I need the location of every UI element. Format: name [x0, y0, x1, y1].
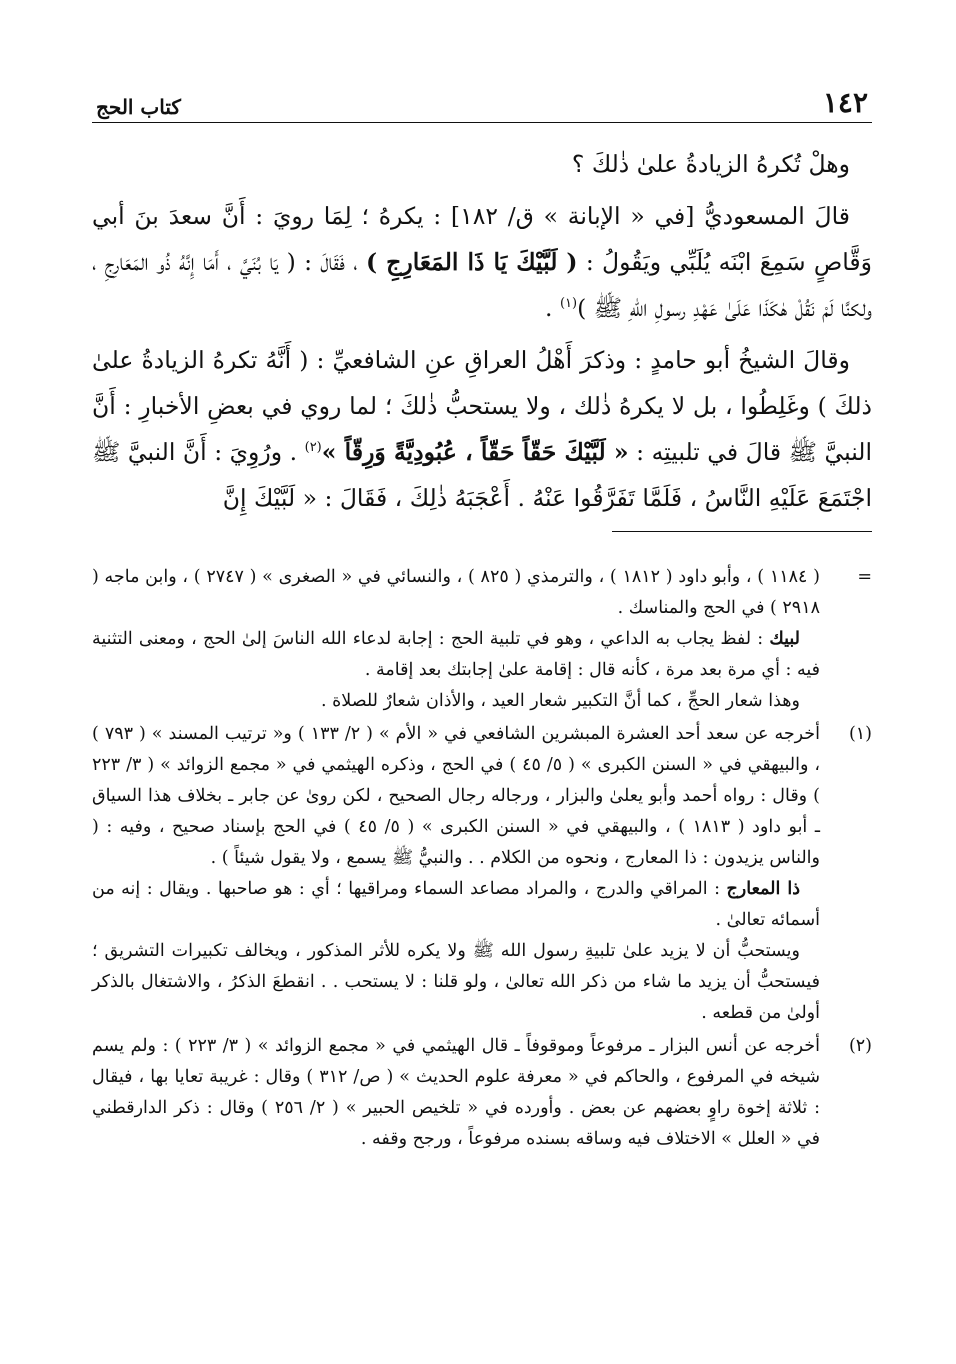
abu-hamid-paragraph — [92, 337, 872, 521]
term-maarij: ذا المعارج — [726, 879, 800, 899]
book-page — [92, 80, 872, 1157]
abu-hamid-text: وقالَ الشيخُ أبو حامدٍ : وذكرَ أَهْلُ العراقِ عنِ الشافعيِّ : ( أَنَّهُ تكرهُ الزيادةُ علىٰ ذلكَ ) وغَلِطُوا ، بل لا يكرهُ ذٰلك ، ولا يستحبُّ ذٰلكَ ؛ لما روي في بعضِ الأخبارِ : أَنَّ النبيَّ ﷺ قالَ في تلبيتِه : — [92, 346, 872, 466]
footnote-2 — [92, 1031, 872, 1155]
footnote-ref-1[interactable]: (١) — [559, 296, 578, 312]
footnote-marker: (٢) — [848, 1036, 872, 1056]
footnote-body — [92, 1031, 820, 1155]
footnote-text: ويستحبُّ أن لا يزيد علىٰ تلبيةِ رسول الله ﷺ ولا يكره للأثر المذكور ، ويخالف تكبيرات التشريق ؛ فيستحبُّ أن يزيد ما شاء من ذكر الله تعالىٰ ، ولو قلنا : لا يستحب . . انقطعَ الذكرُ ، والاشتغال بالذكر أولىٰ من قطعه . — [92, 941, 820, 1023]
definition-text: : لفظ يجاب به الداعي ، وهو في تلبية الحج : إجابة لدعاء الله الناسَ إلىٰ الحج ، ومعنى التثنية فيه : أي مرة بعد مرة ، كأنه قال : إقامة علىٰ إجابتك بعد إقامة . — [92, 629, 820, 680]
footnote-marker: (١) — [848, 724, 872, 744]
footnote-body — [92, 719, 820, 1029]
running-title: كتاب الحج — [96, 95, 181, 119]
footnote-text: ( ١١٨٤ ) ، وأبو داود ( ١٨١٢ ) ، والترمذي ( ٨٢٥ ) ، والنسائي في « الصغرى » ( ٢٧٤٧ ) ، وابن ماجه ( ٢٩١٨ ) في الحج والمناسك . — [92, 567, 820, 618]
footnotes — [92, 562, 872, 1155]
page-header — [92, 80, 872, 123]
masudi-paragraph — [92, 193, 872, 331]
talbiya-quote: ( لَبَّيْكَ يَا ذَا المَعَارِجِ ) — [366, 248, 578, 276]
question-paragraph: وهلْ تُكرهُ الزيادةُ علىٰ ذٰلكَ ؟ — [571, 150, 850, 178]
term-labbayk: لبيك — [769, 629, 800, 649]
masudi-end: . — [544, 294, 560, 322]
footnote-1 — [92, 719, 872, 1029]
continuation-marker: = — [857, 567, 872, 587]
footnote-definition — [92, 624, 820, 686]
footnote-text: أخرجه عن أنس البزار ـ مرفوعاً وموقوفاً ـ قال الهيثمي في « مجمع الزوائد » ( ٣/ ٢٢٣ ) : ولم يسم شيخه في المرفوع ، والحاكم في « معرفة علوم الحديث » ( ص/ ٣١٢ ) وقال : غريبة تعايا بها ، فيقال : ثلاثة إخوة راوٍ بعضهم عن بعض . وأورده في « تلخيص الحبير » ( ٢/ ٢٥٦ ) وقال : ذكر الدارقطني في « العلل » الاختلاف فيه وساقه بسنده مرفوعاً ، ورجح وقفه . — [92, 1036, 820, 1149]
footnote-ref-2[interactable]: (٢) — [304, 440, 322, 456]
footnote-separator — [612, 531, 872, 532]
footnote-text: أخرجه عن سعد أحد العشرة المبشرين الشافعي في « الأم » ( ٢/ ١٣٣ ) و« ترتيب المسند » ( ٧٩٣ ) ، والبيهقي في « السنن الكبرى » ( ٥/ ٤٥ ) في الحج ، وذكره الهيثمي في « مجمع الزوائد » ( ٣/ ٢٢٣ ) وقال : رواه أحمد وأبو يعلىٰ والبزار ، ورجاله رجال الصحيح ، لكن روىٰ عن جابر ـ بخلاف هذا السياق ـ أبو داود ( ١٨١٣ ) ، والبيهقي في « السنن الكبرى » ( ٥/ ٤٥ ) في الحج بإسناد صحيح ، وفيه : ( والناس يزيدون : ذا المعارج ، ونحوه من الكلام . . والنبيُّ ﷺ يسمع ، ولا يقول شيئاً ) . — [92, 724, 820, 868]
footnote-body — [92, 562, 820, 717]
page-number: ١٤٢ — [822, 86, 868, 119]
footnote-continuation — [92, 562, 872, 717]
masudi-text: قالَ المسعوديُّ [في « الإبانة » ق/ ١٨٢] : يكرهُ ؛ لِمَا رويَ : أَنَّ سعدَ بنَ أبي وَقَّاصٍ سَمِعَ ابْنَه يُلَبِّي ويَقُولُ : — [92, 202, 872, 276]
abu-hamid-text-cont: . ورُوِيَ : أَنَّ النبيَّ ﷺ اجْتَمَعَ عَلَيْهِ النَّاسُ ، فَلَمَّا تَفَرَّقُوا عَنْهُ . أَعْجَبَهُ ذٰلِكَ ، فَقَالَ : « لَبَّيْكَ إِنَّ — [92, 438, 872, 512]
masudi-text-cont: ، فَقَالَ : ( يَا بُنَيَّ ، أَمَا إِنَّهُ ذُو المَعَارِجِ ، ولكنَّا لَمْ نَقُلْ هٰكَذَا عَلَىٰ عَهْدِ رسولِ اللهِ ﷺ ) — [92, 248, 872, 322]
main-text — [92, 141, 872, 521]
footnote-text: وهذا شعار الحجِّ ، كما أنَّ التكبير شعار العيد ، والأذان شعارٌ للصلاة . — [320, 691, 800, 711]
labbayk-haqqan-quote: « لَبَّيْكَ حَقّاً حَقّاً ، عُبُودِيَّةً وَرِقّاً » — [321, 438, 629, 466]
definition-text: : المراقي والدرج ، والمراد مصاعد السماء ومراقيها ؛ أي : هو صاحبها . ويقال : إنه من أسمائه تعالىٰ . — [92, 879, 820, 930]
footnote-definition — [92, 874, 820, 936]
